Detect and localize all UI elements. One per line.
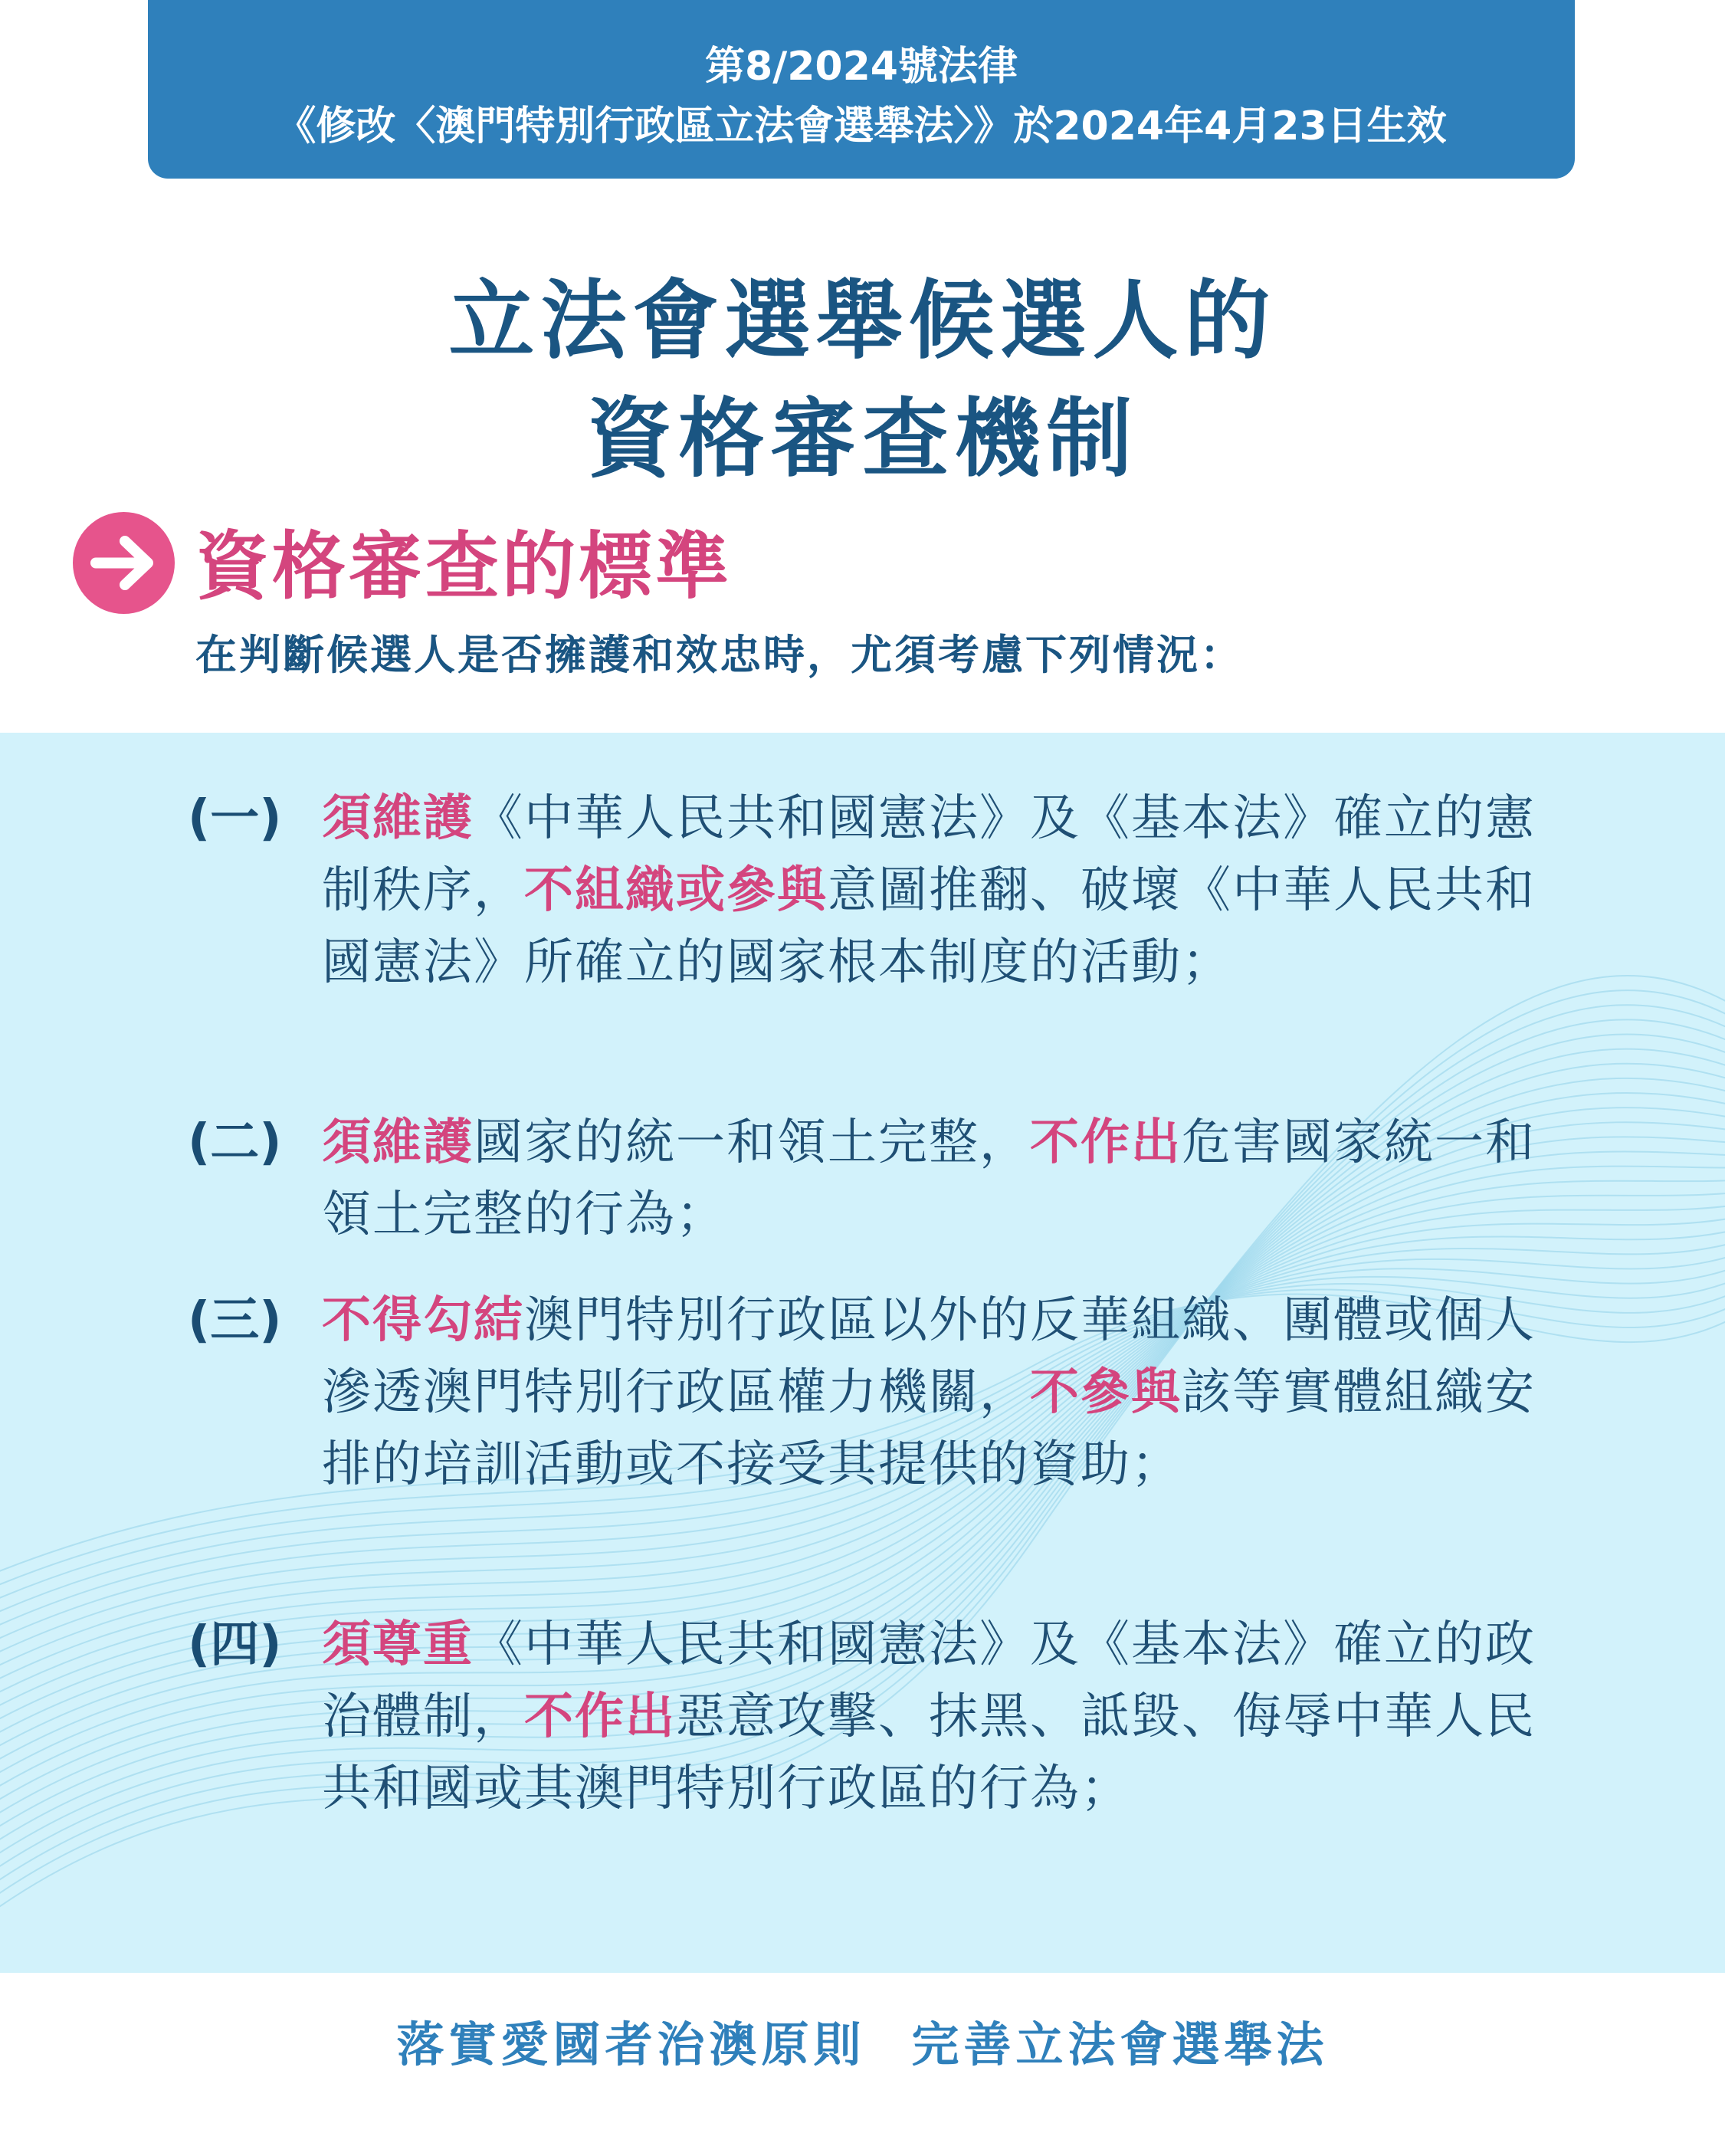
law-effective-date: 《修改〈澳門特別行政區立法會選舉法〉》於2024年4月23日生效: [276, 103, 1447, 149]
item-text: [322, 1285, 1548, 1501]
item-emphasis: 不作出: [524, 1688, 676, 1745]
item-emphasis: 不組織或參與: [524, 862, 828, 919]
law-banner: [148, 0, 1575, 179]
item-text-part: 惡意攻擊、抹黑、詆毀、侮辱中華人民共和國或其澳門特別行政區的行為；: [322, 1688, 1536, 1817]
item-emphasis: 須尊重: [322, 1616, 474, 1673]
item-text: [322, 783, 1548, 999]
footer-slogan: [0, 2014, 1725, 2076]
item-text-part: 危害國家統一和領土完整的行為；: [322, 1114, 1536, 1243]
arrow-right-icon: [73, 512, 175, 614]
footer-slogan-left: 落實愛國者治澳原則: [396, 2017, 866, 2072]
item-emphasis: 須維護: [322, 790, 474, 847]
page-title-line1: 立法會選舉候選人的: [448, 271, 1277, 371]
item-text-part: 意圖推翻、破壞《中華人民共和國憲法》所確立的國家根本制度的活動；: [322, 862, 1536, 991]
item-text-part: 澳門特別行政區以外的反華組織、團體或個人滲透澳門特別行政區權力機關，: [322, 1292, 1536, 1421]
item-emphasis: 不作出: [1030, 1114, 1182, 1171]
item-text-part: 該等實體組織安排的培訓活動或不接受其提供的資助；: [322, 1364, 1536, 1493]
item-emphasis: 須維護: [322, 1114, 474, 1171]
item-text-part: 《中華人民共和國憲法》及《基本法》確立的憲制秩序，: [322, 790, 1536, 919]
page-title-line2: 資格審查機制: [586, 389, 1139, 489]
section-title: 資格審查的標準: [195, 523, 732, 609]
law-number: 第8/2024號法律: [705, 44, 1018, 90]
item-emphasis: 不參與: [1030, 1364, 1182, 1421]
item-emphasis: 不得勾結: [322, 1292, 524, 1349]
item-number: (四): [188, 1616, 282, 1673]
item-text-part: 國家的統一和領土完整，: [474, 1114, 1030, 1171]
intro-text: 在判斷候選人是否擁護和效忠時，尤須考慮下列情況：: [195, 631, 1244, 679]
page-title: [0, 262, 1725, 498]
item-text: [322, 1107, 1548, 1251]
criteria-panel: [0, 733, 1725, 1973]
item-number: (二): [188, 1114, 282, 1171]
item-number: (三): [188, 1292, 282, 1349]
item-number: (一): [188, 790, 282, 847]
item-text: [322, 1609, 1548, 1825]
item-text-part: 《中華人民共和國憲法》及《基本法》確立的政治體制，: [322, 1616, 1536, 1745]
footer-slogan-right: 完善立法會選舉法: [911, 2017, 1329, 2072]
